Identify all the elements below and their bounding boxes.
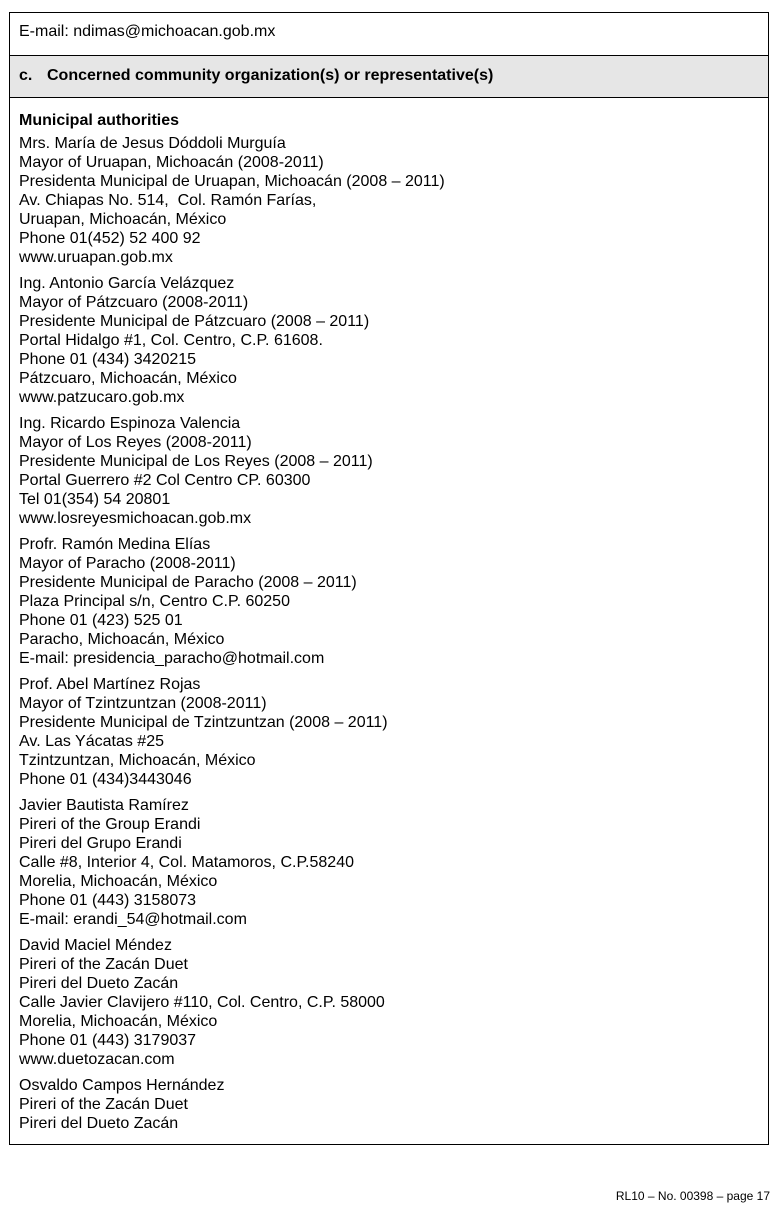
contact-line: Tzintzuntzan, Michoacán, México (19, 752, 256, 769)
contact-line: Morelia, Michoacán, México (19, 873, 218, 890)
contact-name: Osvaldo Campos Hernández (19, 1077, 225, 1094)
group-title: Municipal authorities (19, 112, 180, 129)
contact-line: Paracho, Michoacán, México (19, 631, 225, 648)
contact-line: www.losreyesmichoacan.gob.mx (19, 510, 252, 527)
contact-line: Pátzcuaro, Michoacán, México (19, 370, 237, 387)
contact-block (19, 796, 759, 929)
section-header (10, 56, 768, 98)
contact-name: Mrs. María de Jesus Dóddoli Murguía (19, 135, 286, 152)
page-footer: RL10 – No. 00398 – page 17 (615, 1189, 770, 1203)
contact-line: Presidente Municipal de Tzintzuntzan (2008 – 2011) (19, 714, 388, 731)
contact-line: Pireri del Dueto Zacán (19, 975, 179, 992)
contact-line: Phone 01 (443) 3179037 (19, 1032, 197, 1049)
contact-line: E-mail: erandi_54@hotmail.com (19, 911, 247, 928)
contact-line: Phone 01 (434) 3420215 (19, 351, 197, 368)
contact-name: David Maciel Méndez (19, 937, 172, 954)
contact-line: Presidenta Municipal de Uruapan, Michoacán (2008 – 2011) (19, 173, 445, 190)
contact-line: Uruapan, Michoacán, México (19, 211, 227, 228)
contact-line: www.uruapan.gob.mx (19, 249, 173, 266)
contact-block (19, 535, 759, 668)
contact-block (19, 274, 759, 407)
contact-line: Portal Hidalgo #1, Col. Centro, C.P. 61608. (19, 332, 323, 349)
contact-line: Presidente Municipal de Paracho (2008 – 2011) (19, 574, 357, 591)
contact-line: Av. Chiapas No. 514, Col. Ramón Farías, (19, 192, 317, 209)
contact-block (19, 414, 759, 528)
contact-block (19, 134, 759, 267)
contact-line: Phone 01 (434)3443046 (19, 771, 192, 788)
contact-line: Tel 01(354) 54 20801 (19, 491, 171, 508)
contact-line: Phone 01 (423) 525 01 (19, 612, 183, 629)
contact-line: E-mail: presidencia_paracho@hotmail.com (19, 650, 325, 667)
contact-line: Calle Javier Clavijero #110, Col. Centro, C.P. 58000 (19, 994, 385, 1011)
section-letter: c. (19, 67, 33, 84)
section-body (10, 98, 768, 1144)
contact-block (19, 936, 759, 1069)
contact-line: Pireri of the Zacán Duet (19, 1096, 188, 1113)
contact-line: Pireri of the Zacán Duet (19, 956, 188, 973)
section-title: Concerned community organization(s) or representative(s) (47, 67, 494, 84)
contact-name: Javier Bautista Ramírez (19, 797, 189, 814)
contact-name: Ing. Antonio García Velázquez (19, 275, 235, 292)
contact-line: Morelia, Michoacán, México (19, 1013, 218, 1030)
contact-name: Ing. Ricardo Espinoza Valencia (19, 415, 241, 432)
contact-line: Portal Guerrero #2 Col Centro CP. 60300 (19, 472, 311, 489)
contact-line: Pireri of the Group Erandi (19, 816, 201, 833)
email-row (10, 13, 768, 56)
contact-name: Profr. Ramón Medina Elías (19, 536, 211, 553)
contact-line: Pireri del Dueto Zacán (19, 1115, 179, 1132)
contact-block (19, 1076, 759, 1133)
contact-line: Mayor of Pátzcuaro (2008-2011) (19, 294, 249, 311)
email-line: E-mail: ndimas@michoacan.gob.mx (19, 23, 276, 40)
contact-line: www.patzucaro.gob.mx (19, 389, 185, 406)
contact-table (9, 12, 769, 1145)
contact-line: Pireri del Grupo Erandi (19, 835, 182, 852)
contact-line: Mayor of Tzintzuntzan (2008-2011) (19, 695, 267, 712)
contact-line: Phone 01 (443) 3158073 (19, 892, 197, 909)
contact-line: Mayor of Uruapan, Michoacán (2008-2011) (19, 154, 324, 171)
contact-line: Mayor of Paracho (2008-2011) (19, 555, 236, 572)
contact-line: www.duetozacan.com (19, 1051, 175, 1068)
contact-block (19, 675, 759, 789)
contact-line: Calle #8, Interior 4, Col. Matamoros, C.P.58240 (19, 854, 354, 871)
contact-list (19, 134, 759, 1133)
contact-line: Mayor of Los Reyes (2008-2011) (19, 434, 252, 451)
contact-line: Phone 01(452) 52 400 92 (19, 230, 201, 247)
contact-line: Plaza Principal s/n, Centro C.P. 60250 (19, 593, 290, 610)
contact-line: Av. Las Yácatas #25 (19, 733, 164, 750)
contact-name: Prof. Abel Martínez Rojas (19, 676, 201, 693)
contact-line: Presidente Municipal de Los Reyes (2008 – 2011) (19, 453, 373, 470)
contact-line: Presidente Municipal de Pátzcuaro (2008 – 2011) (19, 313, 370, 330)
